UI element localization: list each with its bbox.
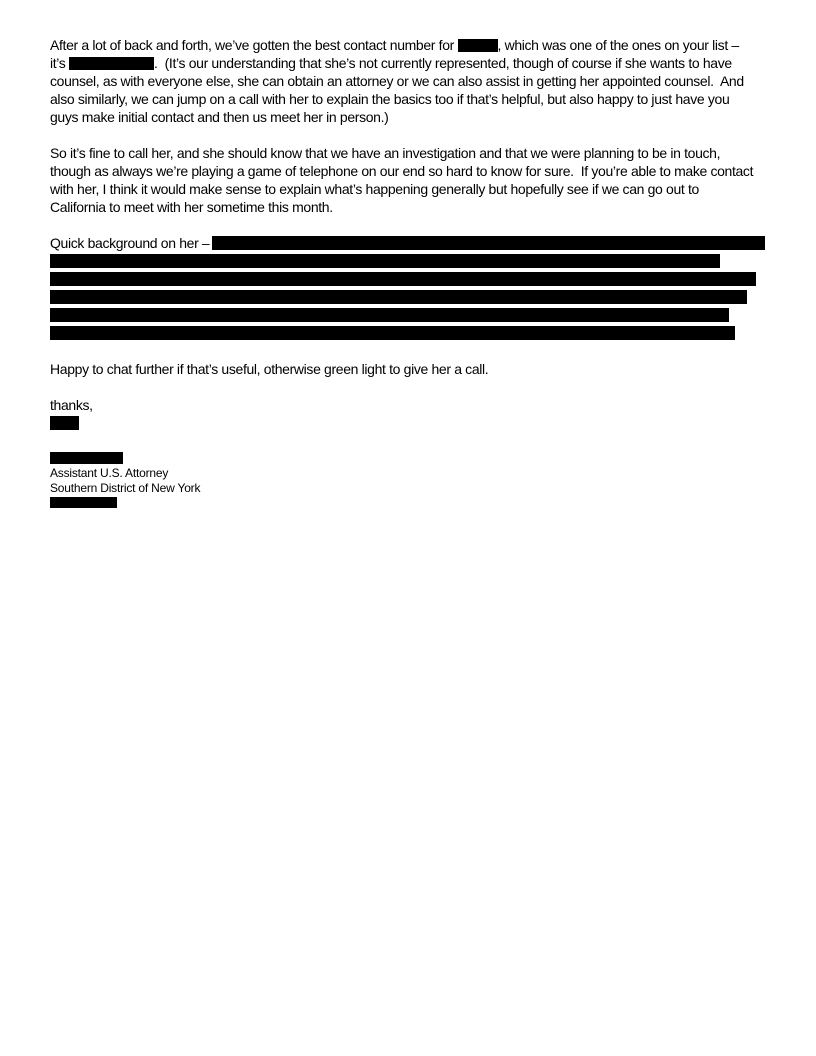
redaction-background-line-5 bbox=[50, 308, 729, 322]
redaction-sender-name bbox=[50, 416, 79, 430]
text-run: , which was one of the ones on your list – bbox=[497, 37, 739, 53]
para-thanks bbox=[50, 396, 765, 432]
redaction-signature-phone bbox=[50, 497, 117, 508]
text-run: thanks, bbox=[50, 397, 93, 413]
text-run: California to meet with her sometime this month. bbox=[50, 199, 333, 215]
para-contact-number bbox=[50, 36, 765, 126]
text-line bbox=[50, 252, 765, 270]
text-line bbox=[50, 234, 765, 252]
redaction-background-line-1 bbox=[212, 236, 765, 250]
text-line bbox=[50, 144, 765, 162]
text-line bbox=[50, 108, 765, 126]
signature-title: Assistant U.S. Attorney bbox=[50, 465, 169, 480]
text-run: it’s bbox=[50, 55, 69, 71]
redaction-background-line-2 bbox=[50, 254, 720, 268]
text-run: Happy to chat further if that’s useful, otherwise green light to give her a call. bbox=[50, 361, 489, 377]
text-line bbox=[50, 72, 765, 90]
email-body bbox=[50, 36, 765, 432]
text-line bbox=[50, 36, 765, 54]
text-line bbox=[50, 480, 765, 495]
text-run: Quick background on her – bbox=[50, 235, 210, 251]
text-line bbox=[50, 306, 765, 324]
redaction-phone-number bbox=[69, 57, 154, 70]
text-run: also similarly, we can jump on a call with her to explain the basics too if that’s helpful, but also happy to just have you bbox=[50, 91, 730, 107]
text-line bbox=[50, 162, 765, 180]
para-fine-to-call bbox=[50, 144, 765, 216]
text-line bbox=[50, 54, 765, 72]
text-run: though as always we’re playing a game of telephone on our end so hard to know for sure. If you’re able to make contact bbox=[50, 163, 754, 179]
text-line bbox=[50, 360, 765, 378]
text-line bbox=[50, 288, 765, 306]
signature-block bbox=[50, 450, 765, 510]
text-line bbox=[50, 324, 765, 342]
para-quick-background bbox=[50, 234, 765, 342]
text-run: After a lot of back and forth, we’ve gotten the best contact number for bbox=[50, 37, 458, 53]
text-run: . (It’s our understanding that she’s not currently represented, though of course if she wants to have bbox=[154, 55, 732, 71]
redaction-background-line-4 bbox=[50, 290, 747, 304]
text-line bbox=[50, 396, 765, 414]
text-run: guys make initial contact and then us meet her in person.) bbox=[50, 109, 389, 125]
text-line bbox=[50, 180, 765, 198]
text-line bbox=[50, 414, 765, 432]
para-green-light bbox=[50, 360, 765, 378]
redaction-signature-name bbox=[50, 452, 123, 464]
redaction-background-line-6 bbox=[50, 326, 735, 340]
text-run: So it’s fine to call her, and she should know that we have an investigation and that we were planning to be in touch, bbox=[50, 145, 721, 161]
text-line bbox=[50, 90, 765, 108]
text-line bbox=[50, 270, 765, 288]
text-line bbox=[50, 198, 765, 216]
text-run: counsel, as with everyone else, she can obtain an attorney or we can also assist in getting her appointed counsel. And bbox=[50, 73, 744, 89]
signature-district: Southern District of New York bbox=[50, 480, 201, 495]
redaction-background-line-3 bbox=[50, 272, 756, 286]
redaction-contact-name bbox=[458, 39, 498, 52]
text-line bbox=[50, 495, 765, 510]
text-run: with her, I think it would make sense to explain what’s happening generally but hopefully see if we can go out to bbox=[50, 181, 699, 197]
